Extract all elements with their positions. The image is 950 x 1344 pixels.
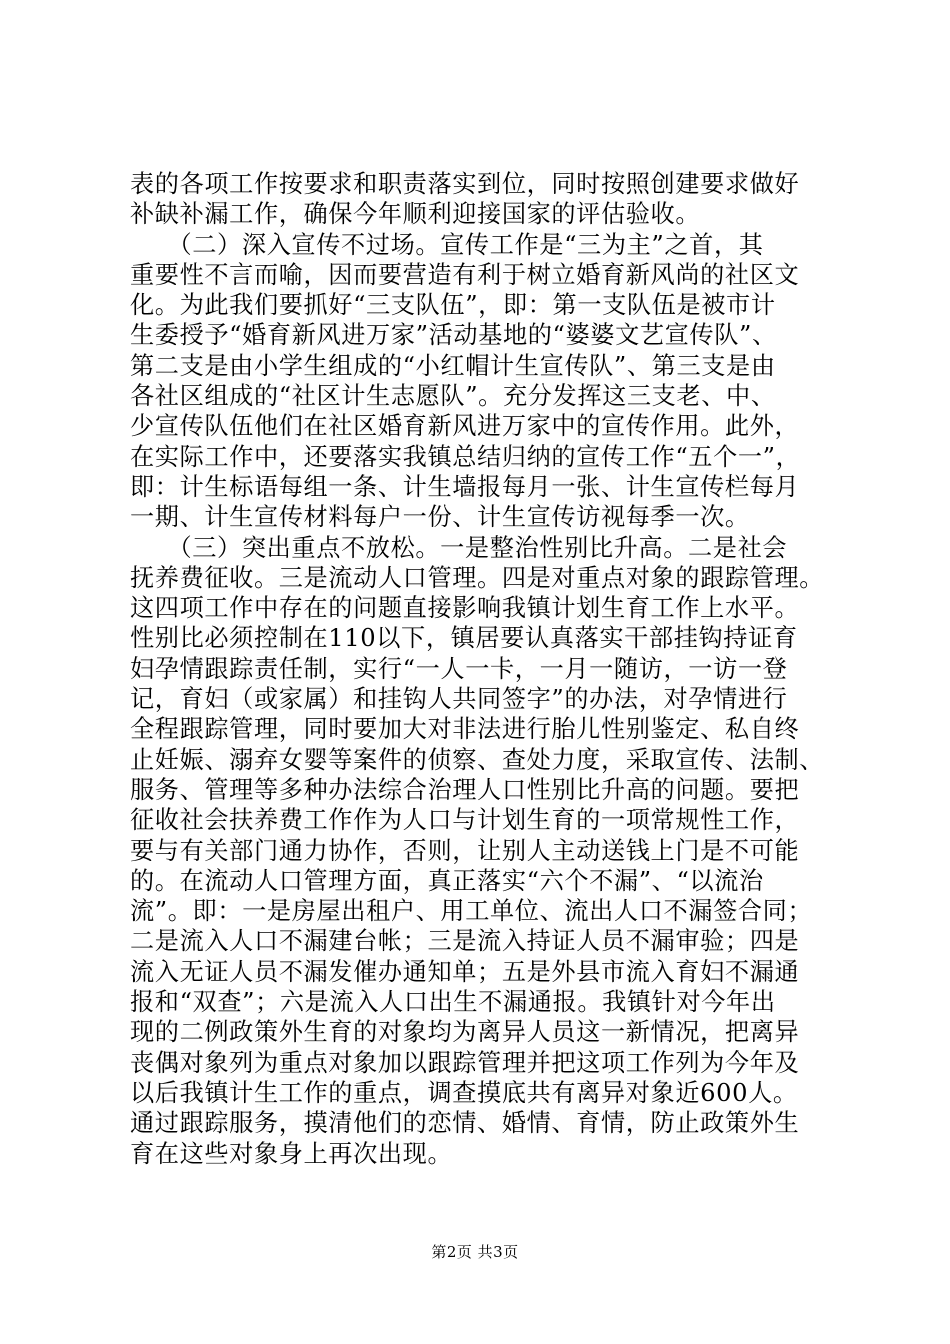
text-line: 丧偶对象列为重点对象加以跟踪管理并把这项工作列为今年及 xyxy=(130,1048,800,1077)
text-line: 抚养费征收。三是流动人口管理。四是对重点对象的跟踪管理。 xyxy=(130,563,825,592)
text-line: 在实际工作中，还要落实我镇总结归纳的宣传工作“五个一”， xyxy=(130,442,801,471)
text-line: 报和“双查”；六是流入人口出生不漏通报。我镇针对今年出 xyxy=(130,988,776,1017)
body-text xyxy=(130,169,830,1169)
text-line: 表的各项工作按要求和职责落实到位，同时按照创建要求做好 xyxy=(130,170,800,198)
text-line: 要与有关部门通力协作，否则，让别人主动送钱上门是不可能 xyxy=(130,836,800,865)
text-line: 的。在流动人口管理方面，真正落实“六个不漏”、“以流治 xyxy=(130,866,764,895)
text-line: 育在这些对象身上再次出现。 xyxy=(130,1139,453,1168)
text-line: 流入无证人员不漏发催办通知单；五是外县市流入育妇不漏通 xyxy=(130,957,800,986)
text-line: 现的二例政策外生育的对象均为离异人员这一新情况，把离异 xyxy=(130,1018,800,1047)
text-line: （二）深入宣传不过场。宣传工作是“三为主”之首，其 xyxy=(130,230,764,259)
text-line: 一期、计生宣传材料每户一份、计生宣传访视每季一次。 xyxy=(130,503,750,532)
text-line: 记，育妇（或家属）和挂钩人共同签字”的办法，对孕情进行 xyxy=(130,685,788,714)
text-line: 二是流入人口不漏建台帐；三是流入持证人员不漏审验；四是 xyxy=(130,927,800,956)
page-number-label: 第2页 共3页 xyxy=(431,1243,519,1261)
text-line: 流”。即：一是房屋出租户、用工单位、流出人口不漏签合同； xyxy=(130,897,813,926)
text-line: 性别比必须控制在110以下，镇居要认真落实干部挂钩持证育 xyxy=(130,624,798,653)
text-line: 即：计生标语每组一条、计生墙报每月一张、计生宣传栏每月 xyxy=(130,472,800,501)
text-line: 征收社会扶养费工作作为人口与计划生育的一项常规性工作， xyxy=(130,806,800,835)
text-line: 少宣传队伍他们在社区婚育新风进万家中的宣传作用。此外， xyxy=(130,412,800,441)
text-line: 全程跟踪管理，同时要加大对非法进行胎儿性别鉴定、私自终 xyxy=(130,715,800,744)
text-line: 第二支是由小学生组成的“小红帽计生宣传队”、第三支是由 xyxy=(130,351,776,380)
text-line: 服务、管理等多种办法综合治理人口性别比升高的问题。要把 xyxy=(130,775,800,804)
page-footer xyxy=(0,1243,950,1261)
text-line: （三）突出重点不放松。一是整治性别比升高。二是社会 xyxy=(130,533,788,562)
text-line: 补缺补漏工作，确保今年顺利迎接国家的评估验收。 xyxy=(130,200,701,229)
text-line: 止妊娠、溺弃女婴等案件的侦察、查处力度，采取宣传、法制、 xyxy=(130,745,825,774)
text-line: 妇孕情跟踪责任制，实行“一人一卡，一月一随访，一访一登 xyxy=(130,654,788,683)
text-line: 各社区组成的“社区计生志愿队”。充分发挥这三支老、中、 xyxy=(130,382,776,411)
text-line: 生委授予“婚育新风进万家”活动基地的“婆婆文艺宣传队”、 xyxy=(130,321,777,350)
text-line: 通过跟踪服务，摸清他们的恋情、婚情、育情，防止政策外生 xyxy=(130,1109,800,1138)
text-line: 这四项工作中存在的问题直接影响我镇计划生育工作上水平。 xyxy=(130,594,800,623)
text-line: 重要性不言而喻，因而要营造有利于树立婚育新风尚的社区文 xyxy=(130,260,800,289)
text-line: 化。为此我们要抓好“三支队伍”，即：第一支队伍是被市计 xyxy=(130,291,776,320)
text-line: 以后我镇计生工作的重点，调查摸底共有离异对象近600人。 xyxy=(130,1078,798,1107)
